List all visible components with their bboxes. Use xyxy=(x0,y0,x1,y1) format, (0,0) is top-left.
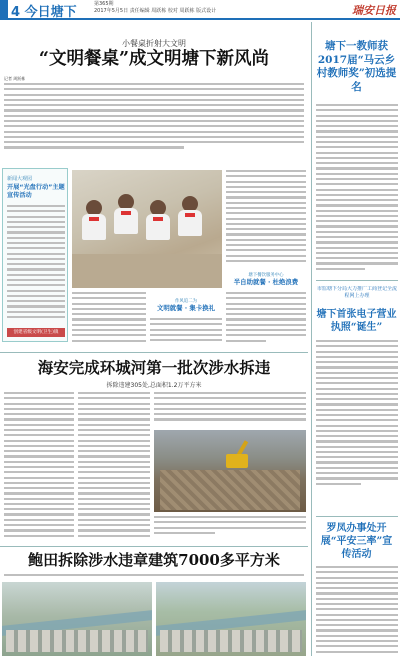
sidebar-body xyxy=(7,205,65,325)
river-story-body-col-2 xyxy=(78,392,150,542)
river-aerial-photo-right xyxy=(156,582,306,656)
section-name: 今日塘下 xyxy=(24,5,77,20)
proofreader: 校对 周跃栋 xyxy=(167,8,195,14)
top-story-headline: “文明餐桌”成文明塘下新风尚 xyxy=(38,49,270,69)
issue-info xyxy=(94,1,216,15)
right-divider-1 xyxy=(316,280,398,281)
section-title xyxy=(11,1,77,20)
right-divider-2 xyxy=(316,516,398,517)
sidebar-box xyxy=(2,168,68,342)
river-story-body-col-3 xyxy=(154,392,306,428)
demolition-photo xyxy=(154,430,306,512)
river-story-kicker: 拆除违建305处,总面积1.2万平方米 xyxy=(106,382,202,389)
pull-quote-cards xyxy=(150,298,222,312)
issue-number: 第365期 xyxy=(94,1,114,7)
right-column xyxy=(311,22,400,656)
page-number-badge xyxy=(0,0,8,18)
students-dining-photo xyxy=(72,170,222,288)
editor: 责任编辑 周跃栋 xyxy=(129,8,167,14)
pull-quote-serving-headline: 半自助就餐 · 杜绝浪费 xyxy=(233,278,299,286)
top-story-body-right xyxy=(226,170,306,270)
safety-campaign-body xyxy=(316,566,398,656)
river-aerial-photo-left xyxy=(2,582,152,656)
pull-quote-cards-headline: 文明就餐 · 集卡换礼 xyxy=(156,304,215,312)
main-column xyxy=(0,22,308,656)
top-story-body-col-4 xyxy=(226,292,306,348)
sidebar-headline: 开展“光盘行动”主题宣传活动 xyxy=(7,184,65,199)
teacher-award-body xyxy=(316,104,398,276)
section-divider-1 xyxy=(0,352,308,353)
river-story-headline: 海安完成环城河第一批次涉水拆违 xyxy=(37,358,271,377)
river-story-body-col-1 xyxy=(4,392,74,542)
sidebar-label: 新闻大观园 xyxy=(7,176,33,182)
business-license-headline: 塘下首张电子营业执照“诞生” xyxy=(316,309,397,333)
top-story-kicker: 小餐桌折射大文明 xyxy=(122,39,186,48)
issue-date: 2017年5月5日 xyxy=(94,8,129,14)
bottom-story-lead xyxy=(4,574,304,580)
bottom-story-headline: 鲍田拆除涉水违章建筑7000多平方米 xyxy=(28,551,280,569)
business-license-kicker: 市监塘下分局大力推广工商登记全流程网上办理 xyxy=(316,286,397,299)
newspaper-logo: 瑞安日报 xyxy=(352,4,396,17)
top-story-byline: 记者 周跃栋 xyxy=(4,76,26,81)
section-divider-2 xyxy=(0,546,308,547)
top-story-body-col-2 xyxy=(72,292,146,348)
designer: 版式设计 xyxy=(196,8,217,14)
pull-quote-serving xyxy=(226,272,306,286)
pull-quote-cards-label: 作风追二为 xyxy=(175,299,197,304)
business-license-body xyxy=(316,340,398,490)
top-story-lead xyxy=(4,83,304,163)
pull-quote-serving-label: 塘下餐饮服务中心 xyxy=(248,273,284,278)
safety-campaign-headline: 罗凤办事处开展“平安三率”宣传活动 xyxy=(320,523,393,560)
top-story-body-col-3 xyxy=(150,318,222,348)
page-number: 4 xyxy=(11,5,21,20)
river-story-body-col-4 xyxy=(154,516,306,542)
campaign-tag: 创建省级文明(卫生)镇 xyxy=(7,328,65,337)
page-header xyxy=(0,0,400,20)
teacher-award-headline: 塘下一教师获2017届“马云乡村教师奖”初选提名 xyxy=(316,40,397,93)
